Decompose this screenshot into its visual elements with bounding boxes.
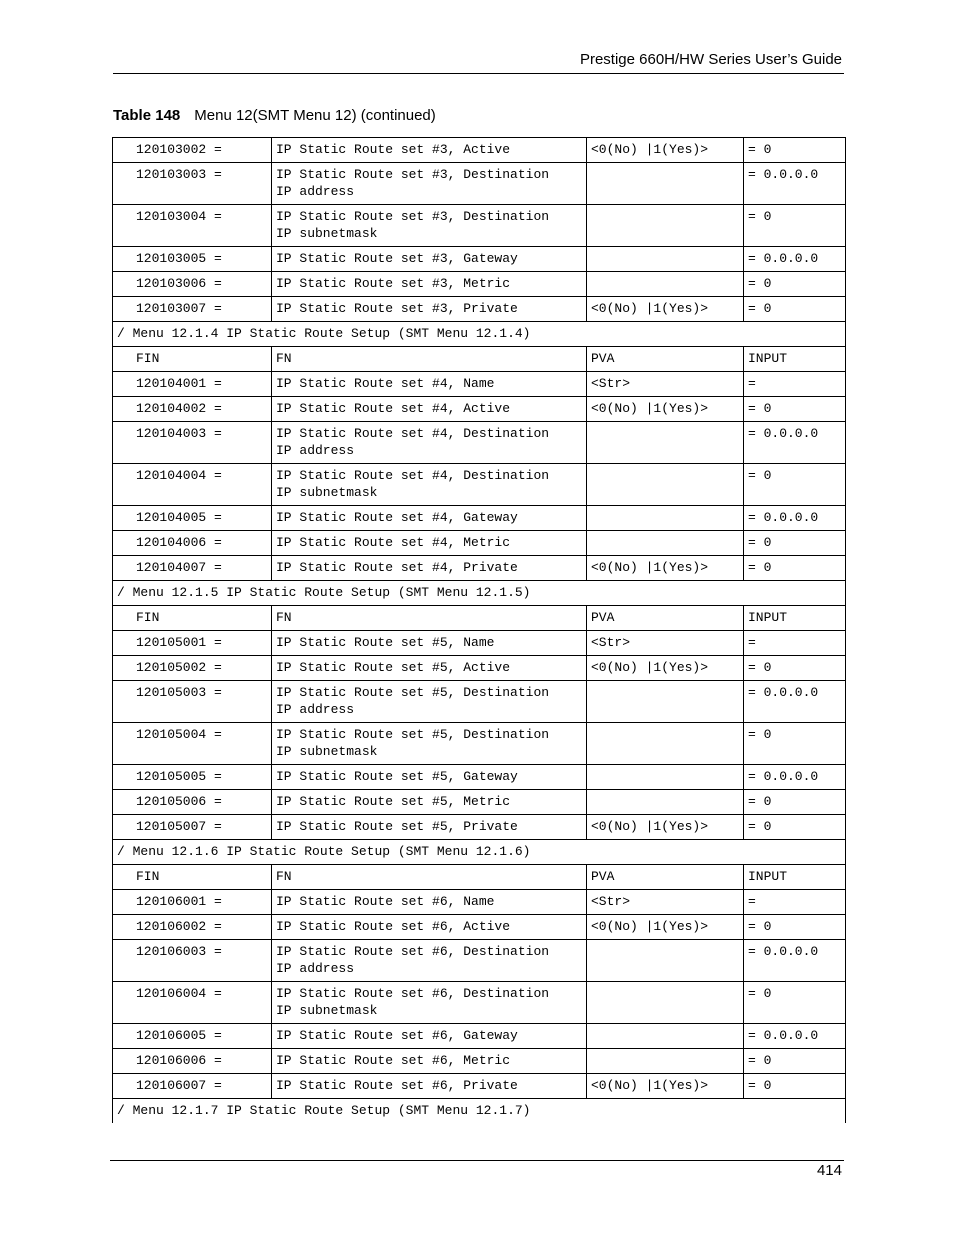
table-row <box>113 422 846 464</box>
fin-cell: 120103005 = <box>113 247 272 272</box>
pva-cell: <0(No) |1(Yes)> <box>587 397 744 422</box>
table-row <box>113 865 846 890</box>
section-heading-cell: / Menu 12.1.4 IP Static Route Setup (SMT Menu 12.1.4) <box>113 322 846 347</box>
input-cell: INPUT <box>744 347 846 372</box>
pva-cell <box>587 940 744 982</box>
fin-cell: 120103006 = <box>113 272 272 297</box>
fin-cell: 120104002 = <box>113 397 272 422</box>
pva-cell <box>587 163 744 205</box>
fn-cell: IP Static Route set #4, Name <box>272 372 587 397</box>
table-row <box>113 506 846 531</box>
input-cell: = 0 <box>744 138 846 163</box>
fin-cell: 120104007 = <box>113 556 272 581</box>
input-cell: INPUT <box>744 606 846 631</box>
section-heading-cell: / Menu 12.1.6 IP Static Route Setup (SMT Menu 12.1.6) <box>113 840 846 865</box>
input-cell: INPUT <box>744 865 846 890</box>
fin-cell: 120106001 = <box>113 890 272 915</box>
pva-cell: <Str> <box>587 631 744 656</box>
pva-cell <box>587 247 744 272</box>
fin-cell: 120106002 = <box>113 915 272 940</box>
input-cell: = 0 <box>744 723 846 765</box>
fn-cell: IP Static Route set #6, Gateway <box>272 1024 587 1049</box>
fn-cell: IP Static Route set #4, Destination IP address <box>272 422 587 464</box>
input-cell: = 0.0.0.0 <box>744 940 846 982</box>
footer-rule <box>110 1160 844 1161</box>
fin-cell: 120106003 = <box>113 940 272 982</box>
input-cell: = 0 <box>744 397 846 422</box>
table-row <box>113 915 846 940</box>
fn-cell: IP Static Route set #4, Private <box>272 556 587 581</box>
fin-cell: 120104006 = <box>113 531 272 556</box>
section-row <box>113 840 846 865</box>
input-cell: = 0.0.0.0 <box>744 506 846 531</box>
table-caption <box>113 107 436 124</box>
table-row <box>113 790 846 815</box>
fn-cell: IP Static Route set #6, Metric <box>272 1049 587 1074</box>
section-row <box>113 322 846 347</box>
fn-cell: IP Static Route set #5, Gateway <box>272 765 587 790</box>
pva-cell <box>587 205 744 247</box>
fin-cell: 120106007 = <box>113 1074 272 1099</box>
fn-cell: IP Static Route set #6, Name <box>272 890 587 915</box>
table-row <box>113 347 846 372</box>
fin-cell: 120103003 = <box>113 163 272 205</box>
fin-cell: 120106005 = <box>113 1024 272 1049</box>
table-row <box>113 464 846 506</box>
fin-cell: 120105007 = <box>113 815 272 840</box>
fn-cell: FN <box>272 347 587 372</box>
pva-cell <box>587 1024 744 1049</box>
fin-cell: 120104004 = <box>113 464 272 506</box>
input-cell: = <box>744 372 846 397</box>
fin-cell: 120104001 = <box>113 372 272 397</box>
input-cell: = 0 <box>744 205 846 247</box>
pva-cell: <Str> <box>587 372 744 397</box>
input-cell: = 0.0.0.0 <box>744 765 846 790</box>
fin-cell: FIN <box>113 865 272 890</box>
input-cell: = 0.0.0.0 <box>744 422 846 464</box>
table-caption-text: Menu 12(SMT Menu 12) (continued) <box>194 107 436 124</box>
section-heading-cell: / Menu 12.1.5 IP Static Route Setup (SMT Menu 12.1.5) <box>113 581 846 606</box>
pva-cell: <0(No) |1(Yes)> <box>587 297 744 322</box>
fin-cell: 120105004 = <box>113 723 272 765</box>
fin-cell: 120105001 = <box>113 631 272 656</box>
fn-cell: FN <box>272 606 587 631</box>
table-row <box>113 1074 846 1099</box>
fn-cell: IP Static Route set #4, Gateway <box>272 506 587 531</box>
pva-cell: <Str> <box>587 890 744 915</box>
pva-cell <box>587 464 744 506</box>
pva-cell: <0(No) |1(Yes)> <box>587 556 744 581</box>
fin-cell: 120104005 = <box>113 506 272 531</box>
fn-cell: IP Static Route set #5, Name <box>272 631 587 656</box>
fn-cell: IP Static Route set #6, Destination IP address <box>272 940 587 982</box>
smt-table-body <box>113 138 846 1124</box>
section-row <box>113 581 846 606</box>
table-row <box>113 656 846 681</box>
input-cell: = 0 <box>744 656 846 681</box>
table-caption-label: Table 148 <box>113 107 181 124</box>
table-row <box>113 765 846 790</box>
header-rule <box>113 73 844 74</box>
table-row <box>113 815 846 840</box>
table-row <box>113 138 846 163</box>
input-cell: = 0 <box>744 982 846 1024</box>
running-header-title: Prestige 660H/HW Series User’s Guide <box>579 51 842 68</box>
input-cell: = 0 <box>744 531 846 556</box>
table-row <box>113 556 846 581</box>
fn-cell: IP Static Route set #4, Destination IP subnetmask <box>272 464 587 506</box>
pva-cell <box>587 765 744 790</box>
page-number: 414 <box>816 1162 842 1179</box>
input-cell: = 0.0.0.0 <box>744 247 846 272</box>
pva-cell <box>587 531 744 556</box>
pva-cell <box>587 723 744 765</box>
table-row <box>113 631 846 656</box>
fin-cell: 120103007 = <box>113 297 272 322</box>
input-cell: = 0.0.0.0 <box>744 163 846 205</box>
fin-cell: 120105005 = <box>113 765 272 790</box>
pva-cell: PVA <box>587 606 744 631</box>
pva-cell: PVA <box>587 865 744 890</box>
fn-cell: IP Static Route set #3, Metric <box>272 272 587 297</box>
table-row <box>113 531 846 556</box>
fn-cell: IP Static Route set #5, Destination IP address <box>272 681 587 723</box>
fn-cell: IP Static Route set #5, Metric <box>272 790 587 815</box>
input-cell: = 0 <box>744 297 846 322</box>
input-cell: = <box>744 631 846 656</box>
table-row <box>113 681 846 723</box>
input-cell: = 0 <box>744 790 846 815</box>
fn-cell: IP Static Route set #4, Active <box>272 397 587 422</box>
fn-cell: IP Static Route set #6, Private <box>272 1074 587 1099</box>
table-row <box>113 1049 846 1074</box>
pva-cell: <0(No) |1(Yes)> <box>587 656 744 681</box>
fin-cell: 120103002 = <box>113 138 272 163</box>
fin-cell: 120105003 = <box>113 681 272 723</box>
fin-cell: 120105002 = <box>113 656 272 681</box>
input-cell: = <box>744 890 846 915</box>
table-row <box>113 397 846 422</box>
table-row <box>113 1024 846 1049</box>
table-row <box>113 272 846 297</box>
pva-cell: <0(No) |1(Yes)> <box>587 915 744 940</box>
fn-cell: IP Static Route set #3, Destination IP subnetmask <box>272 205 587 247</box>
input-cell: = 0 <box>744 1074 846 1099</box>
input-cell: = 0 <box>744 272 846 297</box>
table-row <box>113 163 846 205</box>
pva-cell: <0(No) |1(Yes)> <box>587 138 744 163</box>
table-row <box>113 606 846 631</box>
pva-cell <box>587 982 744 1024</box>
fn-cell: IP Static Route set #5, Private <box>272 815 587 840</box>
pva-cell: <0(No) |1(Yes)> <box>587 1074 744 1099</box>
fn-cell: IP Static Route set #5, Destination IP subnetmask <box>272 723 587 765</box>
table-row <box>113 205 846 247</box>
table-row <box>113 940 846 982</box>
pva-cell <box>587 506 744 531</box>
smt-menu-table <box>112 137 846 1123</box>
fn-cell: IP Static Route set #3, Active <box>272 138 587 163</box>
input-cell: = 0 <box>744 556 846 581</box>
pva-cell <box>587 681 744 723</box>
fn-cell: IP Static Route set #3, Gateway <box>272 247 587 272</box>
input-cell: = 0.0.0.0 <box>744 1024 846 1049</box>
fn-cell: IP Static Route set #3, Private <box>272 297 587 322</box>
input-cell: = 0 <box>744 1049 846 1074</box>
table-row <box>113 723 846 765</box>
section-row <box>113 1099 846 1124</box>
fn-cell: IP Static Route set #5, Active <box>272 656 587 681</box>
fin-cell: 120106006 = <box>113 1049 272 1074</box>
table-row <box>113 247 846 272</box>
table-row <box>113 890 846 915</box>
input-cell: = 0 <box>744 464 846 506</box>
fin-cell: 120103004 = <box>113 205 272 247</box>
fin-cell: 120105006 = <box>113 790 272 815</box>
pva-cell: PVA <box>587 347 744 372</box>
table-row <box>113 372 846 397</box>
pva-cell <box>587 790 744 815</box>
fin-cell: 120106004 = <box>113 982 272 1024</box>
pva-cell: <0(No) |1(Yes)> <box>587 815 744 840</box>
fn-cell: IP Static Route set #3, Destination IP address <box>272 163 587 205</box>
pva-cell <box>587 1049 744 1074</box>
pva-cell <box>587 272 744 297</box>
fn-cell: IP Static Route set #6, Active <box>272 915 587 940</box>
table-row <box>113 297 846 322</box>
input-cell: = 0.0.0.0 <box>744 681 846 723</box>
pva-cell <box>587 422 744 464</box>
fin-cell: FIN <box>113 606 272 631</box>
input-cell: = 0 <box>744 815 846 840</box>
fn-cell: IP Static Route set #4, Metric <box>272 531 587 556</box>
fin-cell: FIN <box>113 347 272 372</box>
fn-cell: FN <box>272 865 587 890</box>
section-heading-cell: / Menu 12.1.7 IP Static Route Setup (SMT Menu 12.1.7) <box>113 1099 846 1124</box>
fin-cell: 120104003 = <box>113 422 272 464</box>
fn-cell: IP Static Route set #6, Destination IP subnetmask <box>272 982 587 1024</box>
input-cell: = 0 <box>744 915 846 940</box>
table-row <box>113 982 846 1024</box>
